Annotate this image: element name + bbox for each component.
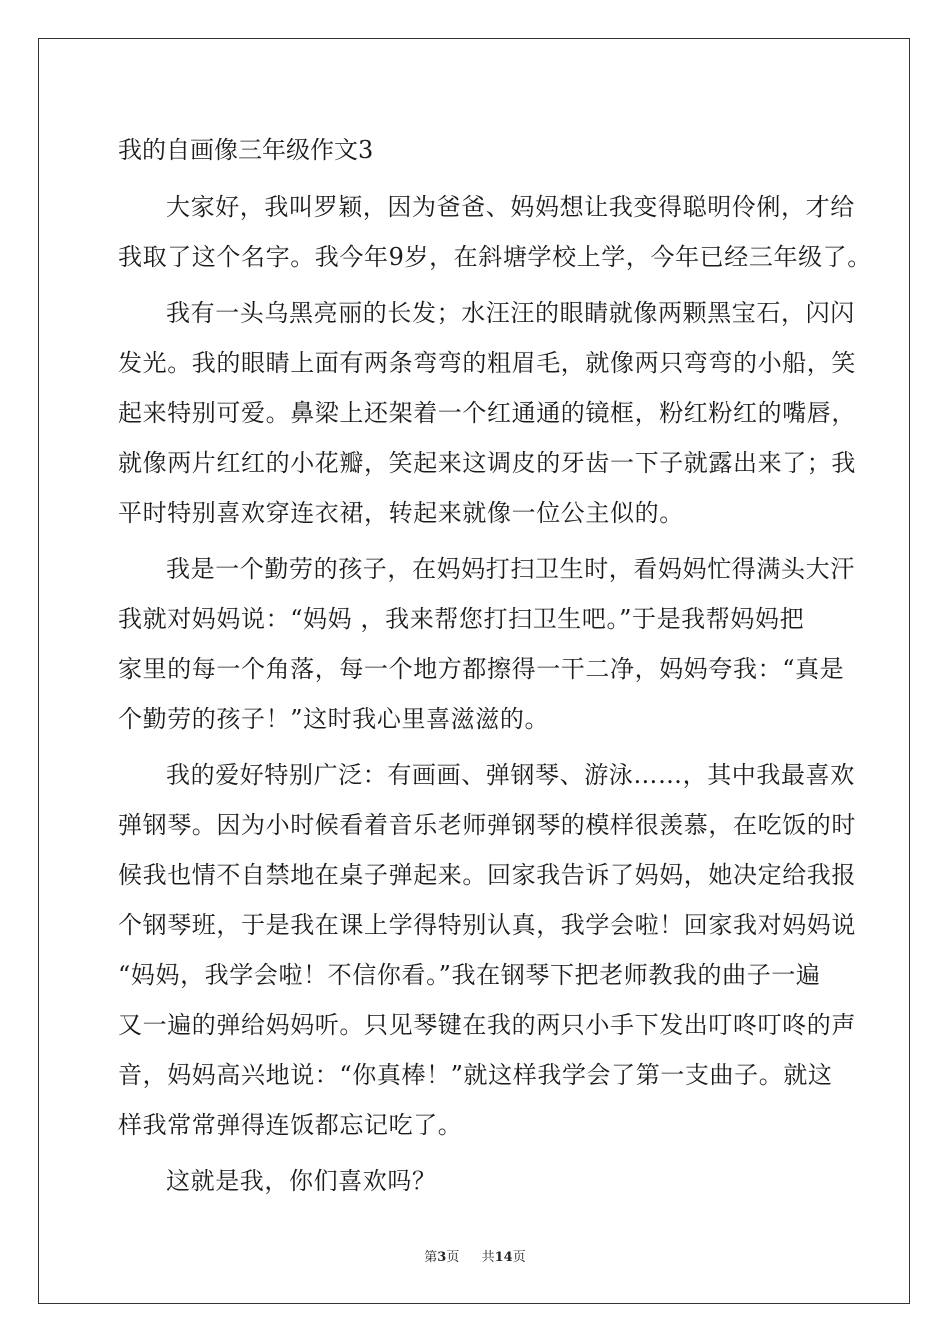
total-suffix: 页 — [512, 1250, 526, 1265]
paragraph-line: 音，妈妈高兴地说：“你真棒！”就这样我学会了第一支曲子。就这 — [118, 1061, 833, 1089]
paragraph-line: 就像两片红红的小花瓣，笑起来这调皮的牙齿一下子就露出来了；我 — [118, 449, 856, 477]
page-footer — [0, 1246, 950, 1265]
paragraph-line: 平时特别喜欢穿连衣裙，转起来就像一位公主似的。 — [118, 499, 684, 527]
paragraph-line: 弹钢琴。因为小时候看着音乐老师弹钢琴的模样很羡慕，在吃饭的时 — [118, 811, 856, 839]
paragraph-4 — [118, 750, 856, 1150]
paragraph-line: 我有一头乌黑亮丽的长发；水汪汪的眼睛就像两颗黑宝石，闪闪 — [166, 299, 855, 327]
paragraph-line: 我是一个勤劳的孩子，在妈妈打扫卫生时，看妈妈忙得满头大汗 — [166, 555, 855, 583]
paragraph-2 — [118, 288, 856, 538]
paragraph-line: 又一遍的弹给妈妈听。只见琴键在我的两只小手下发出叮咚叮咚的声 — [118, 1011, 856, 1039]
document-title: 我的自画像三年级作文3 — [118, 136, 374, 164]
paragraph-line: “妈妈，我学会啦！不信你看。”我在钢琴下把老师教我的曲子一遍 — [118, 961, 821, 989]
paragraph-line: 我就对妈妈说：“妈妈 ，我来帮您打扫卫生吧。”于是我帮妈妈把 — [118, 605, 805, 633]
page-prefix: 第 — [424, 1250, 438, 1265]
paragraph-line: 我的爱好特别广泛：有画画、弹钢琴、游泳……，其中我最喜欢 — [166, 761, 855, 789]
paragraph-line: 我取了这个名字。我今年9岁，在斜塘学校上学，今年已经三年级了。 — [118, 243, 872, 271]
paragraph-1 — [118, 182, 872, 282]
paragraph-line: 家里的每一个角落，每一个地方都擦得一干二净，妈妈夸我：“真是 — [118, 655, 845, 683]
current-page-number: 3 — [437, 1250, 447, 1265]
paragraph-5 — [118, 1156, 838, 1206]
document-body — [118, 124, 872, 1206]
total-page-count: 14 — [494, 1250, 513, 1265]
paragraph-line: 大家好，我叫罗颖，因为爸爸、妈妈想让我变得聪明伶俐，才给 — [166, 193, 855, 221]
paragraph-line: 样我常常弹得连饭都忘记吃了。 — [118, 1111, 463, 1139]
total-prefix: 共 — [481, 1250, 495, 1265]
paragraph-line: 发光。我的眼睛上面有两条弯弯的粗眉毛，就像两只弯弯的小船，笑 — [118, 349, 856, 377]
paragraph-line: 候我也情不自禁地在桌子弹起来。回家我告诉了妈妈，她决定给我报 — [118, 861, 856, 889]
paragraph-line: 起来特别可爱。鼻梁上还架着一个红通通的镜框，粉红粉红的嘴唇， — [118, 399, 856, 427]
paragraph-line: 个钢琴班，于是我在课上学得特别认真，我学会啦！回家我对妈妈说 — [118, 911, 856, 939]
paragraph-line: 这就是我，你们喜欢吗？ — [166, 1167, 437, 1195]
paragraph-3 — [118, 544, 855, 744]
page-suffix: 页 — [446, 1250, 460, 1265]
paragraph-line: 个勤劳的孩子！”这时我心里喜滋滋的。 — [118, 705, 550, 733]
